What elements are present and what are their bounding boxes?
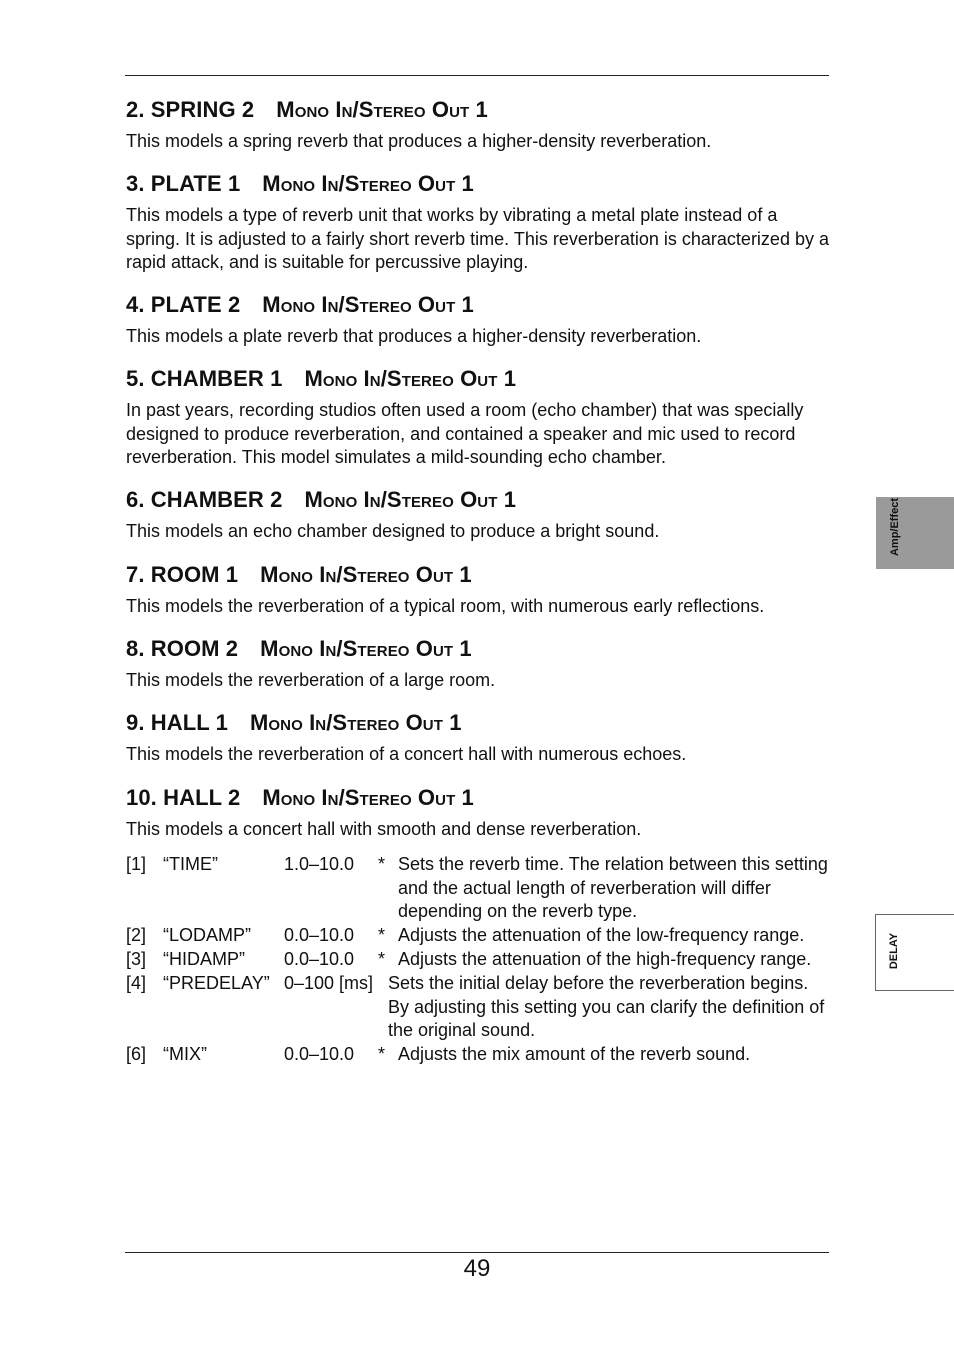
section-title: 7. ROOM 1 — [126, 561, 239, 587]
param-description-cell — [378, 853, 830, 924]
section-title: 6. CHAMBER 2 — [126, 487, 283, 513]
section-room-1 — [126, 561, 830, 618]
section-description: In past years, recording studios often used a room (echo chamber) that was specially designed to produce reverberation, and contained a speaker and mic used to record reverberation. This model simulates a mild-sounding echo chamber. — [126, 400, 804, 468]
param-description: Adjusts the attenuation of the high-frequency range. — [398, 949, 812, 970]
section-title: 4. PLATE 2 — [126, 292, 241, 318]
section-plate-2 — [126, 291, 830, 348]
parameter-table — [126, 853, 830, 1067]
param-description: Sets the reverb time. The relation between this setting and the actual length of reverberation will differ depending on the reverb type. — [398, 853, 828, 922]
section-description: This models the reverberation of a large room. — [126, 669, 496, 690]
section-heading — [126, 96, 830, 124]
table-row — [126, 1043, 830, 1067]
param-name: “LODAMP” — [163, 925, 252, 946]
param-range: 0–100 [ms] — [284, 972, 374, 993]
section-description: This models a spring reverb that produces a higher-density reverberation. — [126, 131, 712, 151]
section-description: This models a type of reverb unit that works by vibrating a metal plate instead of a spring. It is adjusted to a fairly short reverb time. This reverberation is characterized by a rapid attack, and is suitable for percussive playing. — [126, 205, 829, 272]
param-range: 0.0–10.0 — [284, 949, 355, 970]
section-title: 9. HALL 1 — [126, 710, 228, 736]
section-mode: Mono In/Stereo Out 1 — [260, 635, 472, 661]
param-description-cell — [378, 948, 830, 972]
section-heading — [126, 635, 830, 663]
side-tab-label: Amp/Effect — [889, 497, 901, 557]
param-range: 0.0–10.0 — [284, 1044, 355, 1065]
param-index: [2] — [126, 925, 147, 946]
section-mode: Mono In/Stereo Out 1 — [260, 561, 472, 587]
section-heading — [126, 709, 830, 737]
param-asterisk: * — [378, 853, 386, 874]
table-row — [126, 853, 830, 924]
param-name: “PREDELAY” — [163, 972, 270, 993]
param-index: [4] — [126, 972, 147, 993]
section-mode: Mono In/Stereo Out 1 — [262, 171, 474, 197]
param-description: Sets the initial delay before the reverberation begins. By adjusting this setting you can clarify the definition of the original sound. — [388, 972, 825, 1041]
param-description: Adjusts the mix amount of the reverb sound. — [398, 1044, 751, 1065]
param-description-cell — [378, 924, 830, 948]
section-heading — [126, 170, 830, 198]
param-description: Adjusts the attenuation of the low-frequency range. — [398, 925, 805, 946]
section-plate-1 — [126, 170, 830, 274]
section-mode: Mono In/Stereo Out 1 — [262, 784, 474, 810]
section-hall-1 — [126, 709, 830, 766]
param-name: “HIDAMP” — [163, 949, 245, 970]
section-heading — [126, 365, 830, 393]
page-number: 49 — [463, 1255, 491, 1282]
bottom-rule — [125, 1252, 829, 1253]
section-hall-2 — [126, 784, 830, 841]
section-description: This models the reverberation of a concert hall with numerous echoes. — [126, 744, 687, 765]
param-index: [6] — [126, 1044, 147, 1065]
param-asterisk: * — [378, 925, 386, 946]
section-heading — [126, 561, 830, 589]
section-description: This models an echo chamber designed to produce a bright sound. — [126, 521, 660, 542]
section-heading — [126, 291, 830, 319]
side-tab-label: DELAY — [888, 932, 900, 970]
section-chamber-2 — [126, 486, 830, 543]
section-title: 5. CHAMBER 1 — [126, 366, 283, 392]
param-asterisk: * — [378, 949, 386, 970]
section-spring-2 — [126, 96, 830, 153]
section-description: This models the reverberation of a typical room, with numerous early reflections. — [126, 595, 765, 616]
section-description: This models a plate reverb that produces a higher-density reverberation. — [126, 326, 702, 347]
section-description: This models a concert hall with smooth and dense reverberation. — [126, 818, 642, 839]
param-range: 1.0–10.0 — [284, 853, 355, 874]
table-row — [126, 972, 830, 1043]
section-mode: Mono In/Stereo Out 1 — [249, 710, 462, 736]
side-tab-delay — [875, 914, 954, 991]
param-description-cell — [388, 972, 830, 1043]
section-heading — [126, 784, 830, 812]
section-mode: Mono In/Stereo Out 1 — [276, 97, 488, 122]
section-mode: Mono In/Stereo Out 1 — [304, 366, 517, 392]
section-title: 10. HALL 2 — [126, 784, 241, 810]
main-content — [126, 96, 830, 1067]
section-title: 8. ROOM 2 — [126, 635, 239, 661]
param-range: 0.0–10.0 — [284, 925, 355, 946]
section-mode: Mono In/Stereo Out 1 — [262, 292, 474, 318]
table-row — [126, 948, 830, 972]
param-index: [1] — [126, 853, 147, 874]
section-title: 3. PLATE 1 — [126, 171, 241, 197]
param-name: “MIX” — [163, 1044, 207, 1065]
section-mode: Mono In/Stereo Out 1 — [304, 487, 517, 513]
param-asterisk: * — [378, 1044, 386, 1065]
param-description-cell — [378, 1043, 830, 1067]
top-rule — [125, 75, 829, 76]
section-title: 2. SPRING 2 — [126, 97, 255, 122]
section-chamber-1 — [126, 365, 830, 469]
param-index: [3] — [126, 949, 147, 970]
side-tab-amp-effect — [876, 497, 954, 569]
section-heading — [126, 486, 830, 514]
section-room-2 — [126, 635, 830, 692]
table-row — [126, 924, 830, 948]
param-name: “TIME” — [163, 853, 218, 874]
